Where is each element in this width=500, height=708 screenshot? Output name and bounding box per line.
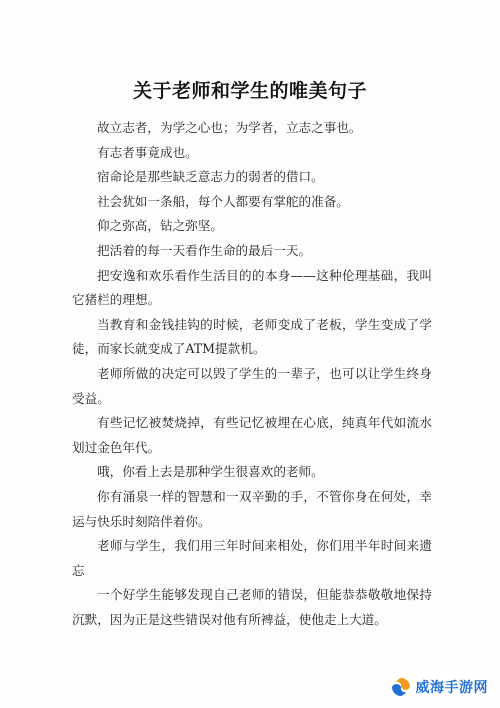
paragraph: 有些记忆被焚烧掉，有些记忆被埋在心底，纯真年代如流水划过金色年代。	[72, 415, 432, 455]
paragraph: 故立志者，为学之心也；为学者，立志之事也。	[97, 120, 362, 135]
paragraph: 宿命论是那些缺乏意志力的弱者的借口。	[97, 169, 324, 185]
paragraph: 仰之弥高，钻之弥坚。	[97, 218, 223, 234]
paragraph: 当教育和金钱挂钩的时候，老师变成了老板，学生变成了学徒，而家长就变成了ATM提款机。	[72, 316, 432, 357]
document-body	[72, 116, 432, 632]
document-title: 关于老师和学生的唯美句子	[132, 80, 367, 102]
paragraph: 哦，你看上去是那种学生很喜欢的老师。	[97, 464, 324, 480]
paragraph: 把活着的每一天看作生命的最后一天。	[97, 242, 312, 258]
paragraph: 把安逸和欢乐看作生活目的的本身——这种伦理基础，我叫它猪栏的理想。	[72, 267, 432, 308]
swirl-logo-icon	[390, 676, 412, 698]
watermark-text: 威海手游网	[415, 680, 488, 696]
site-watermark[interactable]	[386, 672, 495, 702]
paragraph: 社会犹如一条船，每个人都要有掌舵的准备。	[97, 193, 349, 209]
paragraph: 老师所做的决定可以毁了学生的一辈子，也可以让学生终身受益。	[72, 365, 432, 406]
paragraph: 你有涌泉一样的智慧和一双辛勤的手，不管你身在何处，幸运与快乐时刻陪伴着你。	[72, 488, 432, 529]
paragraph: 老师与学生，我们用三年时间来相处，你们用半年时间来遗忘	[72, 538, 432, 578]
paragraph: 有志者事竟成也。	[97, 144, 198, 160]
paragraph: 一个好学生能够发现自己老师的错误，但能恭恭敬敬地保持沉默，因为正是这些错误对他有所裨益，使他走上大道。	[72, 587, 432, 627]
